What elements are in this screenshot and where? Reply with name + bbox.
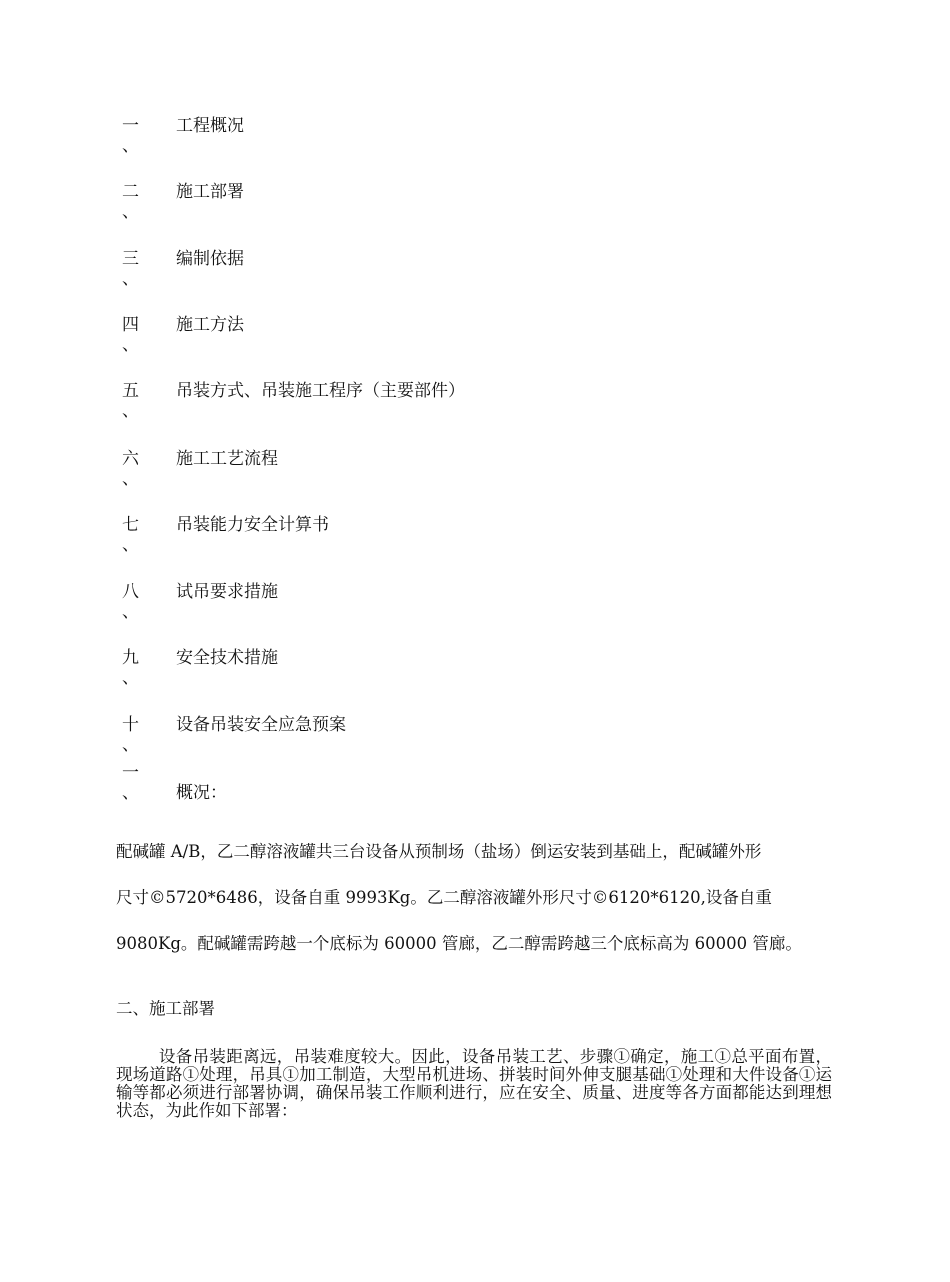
toc-item-8 bbox=[0, 582, 950, 642]
toc-number: 二 bbox=[122, 182, 139, 202]
toc-comma: 、 bbox=[122, 735, 139, 755]
section1-line-3: 9080Kg。配碱罐需跨越一个底标为 60000 管廊，乙二醇需跨越三个底标高为 60000 管廊。 bbox=[116, 934, 802, 953]
section1-title: 概况： bbox=[176, 783, 227, 803]
section2-heading: 二、施工部署 bbox=[116, 999, 215, 1018]
toc-title: 安全技术措施 bbox=[176, 648, 278, 668]
toc-item-1 bbox=[0, 116, 950, 176]
section1-line-2: 尺寸©5720*6486，设备自重 9993Kg。乙二醇溶液罐外形尺寸©6120*6120,设备自重 bbox=[116, 888, 772, 907]
toc-comma: 、 bbox=[122, 136, 139, 156]
toc-comma: 、 bbox=[122, 401, 139, 421]
section1-comma: 、 bbox=[122, 783, 139, 803]
toc-item-2 bbox=[0, 182, 950, 242]
toc-item-5 bbox=[0, 381, 950, 441]
toc-comma: 、 bbox=[122, 335, 139, 355]
toc-number: 三 bbox=[122, 249, 139, 269]
toc-number: 七 bbox=[122, 515, 139, 535]
toc-comma: 、 bbox=[122, 469, 139, 489]
toc-title: 设备吊装安全应急预案 bbox=[176, 715, 346, 735]
toc-title: 试吊要求措施 bbox=[176, 582, 278, 602]
toc-item-9 bbox=[0, 648, 950, 708]
toc-item-6 bbox=[0, 449, 950, 509]
toc-title: 吊装方式、吊装施工程序（主要部件） bbox=[176, 381, 465, 401]
toc-number: 八 bbox=[122, 582, 139, 602]
toc-number: 五 bbox=[122, 381, 139, 401]
toc-item-7 bbox=[0, 515, 950, 575]
toc-number: 九 bbox=[122, 648, 139, 668]
section1-number: 一 bbox=[122, 763, 139, 783]
toc-title: 编制依据 bbox=[176, 249, 244, 269]
toc-title: 施工部署 bbox=[176, 182, 244, 202]
toc-comma: 、 bbox=[122, 668, 139, 688]
toc-title: 施工方法 bbox=[176, 315, 244, 335]
toc-number: 四 bbox=[122, 315, 139, 335]
toc-title: 工程概况 bbox=[176, 116, 244, 136]
toc-number: 一 bbox=[122, 116, 139, 136]
toc-title: 吊装能力安全计算书 bbox=[176, 515, 329, 535]
toc-comma: 、 bbox=[122, 269, 139, 289]
section1-heading bbox=[0, 763, 950, 823]
toc-number: 十 bbox=[122, 715, 139, 735]
toc-comma: 、 bbox=[122, 602, 139, 622]
section1-line-1: 配碱罐 A/B，乙二醇溶液罐共三台设备从预制场（盐场）倒运安装到基础上，配碱罐外形 bbox=[116, 842, 762, 861]
toc-comma: 、 bbox=[122, 535, 139, 555]
section2-body: 设备吊装距离远，吊装难度较大。因此，设备吊装工艺、步骤①确定，施工①总平面布置，现场道路①处理，吊具①加工制造，大型吊机进场、拼装时间外伸支腿基础①处理和大件设备①运输等都必须进行部署协调，确保吊装工作顺利进行，应在安全、质量、进度等各方面都能达到理想状态，为此作如下部署： bbox=[116, 1047, 832, 1120]
toc-title: 施工工艺流程 bbox=[176, 449, 278, 469]
toc-item-3 bbox=[0, 249, 950, 309]
toc-number: 六 bbox=[122, 449, 139, 469]
toc-item-4 bbox=[0, 315, 950, 375]
toc-comma: 、 bbox=[122, 202, 139, 222]
